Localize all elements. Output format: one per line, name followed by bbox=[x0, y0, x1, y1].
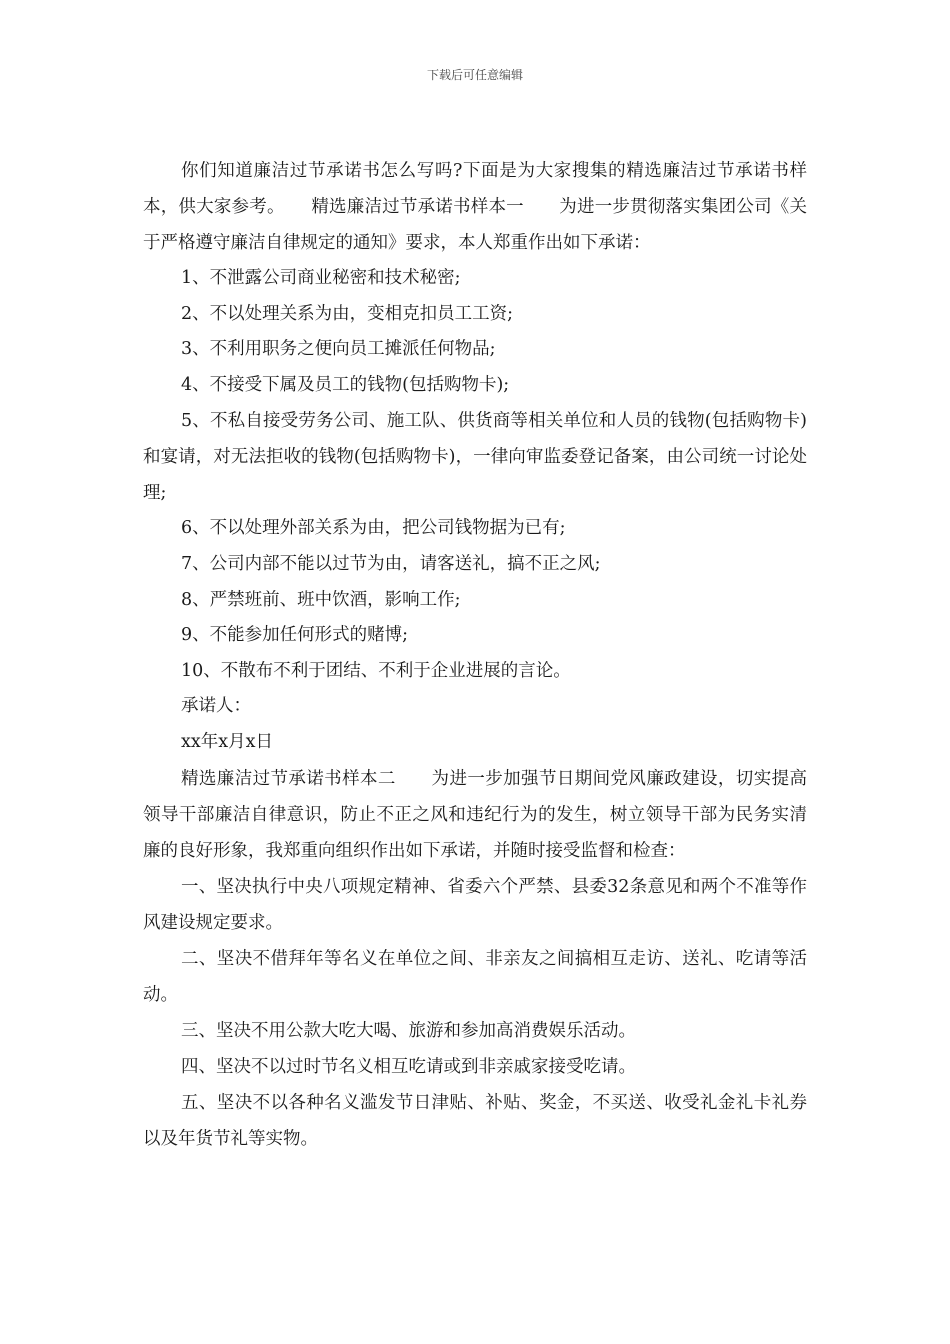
page-header-note: 下载后可任意编辑 bbox=[426, 68, 523, 82]
commitment-item-1: 1、不泄露公司商业秘密和技术秘密; bbox=[181, 268, 461, 288]
commitment-item-5: 5、不私自接受劳务公司、施工队、供货商等相关单位和人员的钱物(包括购物卡)和宴请，对无法拒收的钱物(包括购物卡)，一律向审监委登记备案，由公司统一讨论处理; bbox=[143, 411, 807, 504]
intro-paragraph: 你们知道廉洁过节承诺书怎么写吗?下面是为大家搜集的精选廉洁过节承诺书样本，供大家参考。 精选廉洁过节承诺书样本一 为进一步贯彻落实集团公司《关于严格遵守廉洁自律规定的通知》要求，本人郑重作出如下承诺： bbox=[143, 161, 807, 253]
commitment-item-6: 6、不以处理外部关系为由，把公司钱物据为已有; bbox=[181, 518, 566, 539]
pledge-item-5: 五、坚决不以各种名义滥发节日津贴、补贴、奖金，不买送、收受礼金礼卡礼券以及年货节礼等实物。 bbox=[143, 1092, 807, 1149]
document-body bbox=[143, 153, 807, 1157]
commitment-item-2: 2、不以处理关系为由，变相克扣员工工资; bbox=[181, 303, 514, 324]
pledge-item-3: 三、坚决不用公款大吃大喝、旅游和参加高消费娱乐活动。 bbox=[181, 1020, 636, 1041]
pledge-item-4: 四、坚决不以过时节名义相互吃请或到非亲戚家接受吃请。 bbox=[181, 1056, 636, 1077]
commitment-item-8: 8、严禁班前、班中饮酒，影响工作; bbox=[181, 589, 461, 610]
commitment-item-10: 10、不散布不利于团结、不利于企业进展的言论。 bbox=[181, 660, 571, 681]
pledge-item-2: 二、坚决不借拜年等名义在单位之间、非亲友之间搞相互走访、送礼、吃请等活动。 bbox=[143, 948, 807, 1005]
commitment-item-3: 3、不利用职务之便向员工摊派任何物品; bbox=[181, 339, 496, 360]
pledge-item-1: 一、坚决执行中央八项规定精神、省委六个严禁、县委32条意见和两个不准等作风建设规定要求。 bbox=[143, 876, 807, 933]
commitment-item-4: 4、不接受下属及员工的钱物(包括购物卡); bbox=[181, 374, 510, 395]
signature-date: xx年x月x日 bbox=[181, 731, 273, 752]
signatory-label: 承诺人： bbox=[181, 696, 251, 717]
commitment-item-9: 9、不能参加任何形式的赌博; bbox=[181, 625, 409, 646]
commitment-item-7: 7、公司内部不能以过节为由，请客送礼，搞不正之风; bbox=[181, 553, 601, 574]
sample-two-intro: 精选廉洁过节承诺书样本二 为进一步加强节日期间党风廉政建设，切实提高领导干部廉洁自律意识，防止不正之风和违纪行为的发生，树立领导干部为民务实清廉的良好形象，我郑重向组织作出如下承诺，并随时接受监督和检查： bbox=[143, 768, 807, 861]
